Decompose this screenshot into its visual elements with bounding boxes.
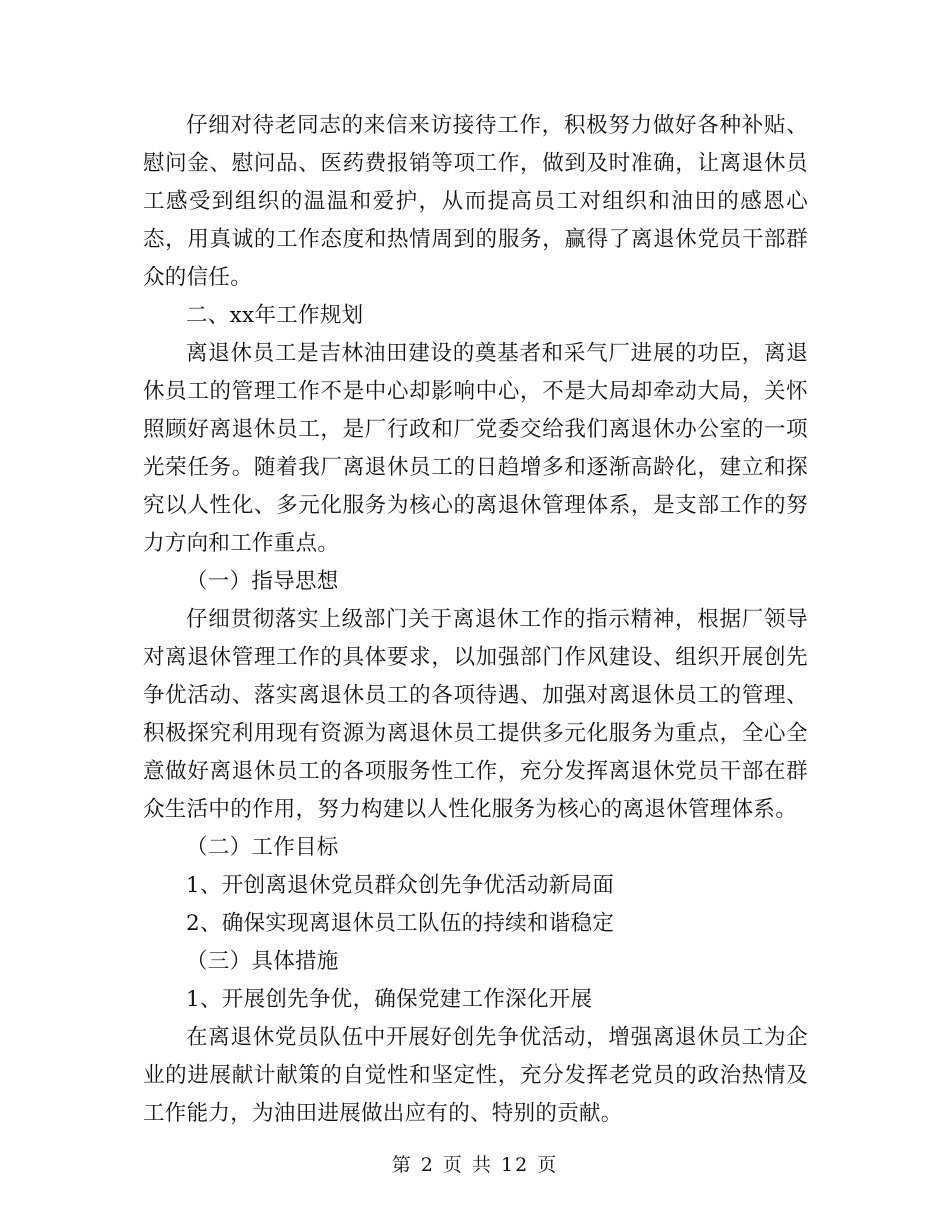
paragraph-measure-1-detail: 在离退休党员队伍中开展好创先争优活动，增强离退休员工为企业的进展献计献策的自觉性和坚定性，充分发挥老党员的政治热情及工作能力，为油田进展做出应有的、特别的贡献。 <box>143 1025 808 1126</box>
subheading-specific-measures: （三）具体措施 <box>186 949 339 974</box>
heading-work-plan: 二、xx年工作规划 <box>186 303 364 328</box>
subheading-work-goals: （二）工作目标 <box>186 835 339 860</box>
list-item-goal-1: 1、开创离退休党员群众创先争优活动新局面 <box>186 873 615 898</box>
paragraph-plan-intro: 离退休员工是吉林油田建设的奠基者和采气厂进展的功臣，离退休员工的管理工作不是中心却影响中心，不是大局却牵动大局，关怀照顾好离退休员工，是厂行政和厂党委交给我们离退休办公室的一项光荣任务。随着我厂离退休员工的日趋增多和逐渐高龄化，建立和探究以人性化、多元化服务为核心的离退休管理体系，是支部工作的努力方向和工作重点。 <box>143 341 808 556</box>
page-number-footer: 第 2 页 共 12 页 <box>391 1154 559 1176</box>
list-item-goal-2: 2、确保实现离退休员工队伍的持续和谐稳定 <box>186 911 615 936</box>
subheading-guiding-ideology: （一）指导思想 <box>186 569 339 594</box>
paragraph-guiding-ideology: 仔细贯彻落实上级部门关于离退休工作的指示精神，根据厂领导对离退休管理工作的具体要求，以加强部门作风建设、组织开展创先争优活动、落实离退休员工的各项待遇、加强对离退休员工的管理、积极探究利用现有资源为离退休员工提供多元化服务为重点，全心全意做好离退休员工的各项服务性工作，充分发挥离退休党员干部在群众生活中的作用，努力构建以人性化服务为核心的离退休管理体系。 <box>143 607 808 822</box>
list-item-measure-1: 1、开展创先争优，确保党建工作深化开展 <box>186 987 593 1012</box>
document-body <box>143 107 808 1133</box>
paragraph-retiree-services: 仔细对待老同志的来信来访接待工作，积极努力做好各种补贴、慰问金、慰问品、医药费报销等项工作，做到及时准确，让离退休员工感受到组织的温温和爱护，从而提高员工对组织和油田的感恩心态，用真诚的工作态度和热情周到的服务，赢得了离退休党员干部群众的信任。 <box>143 113 808 290</box>
